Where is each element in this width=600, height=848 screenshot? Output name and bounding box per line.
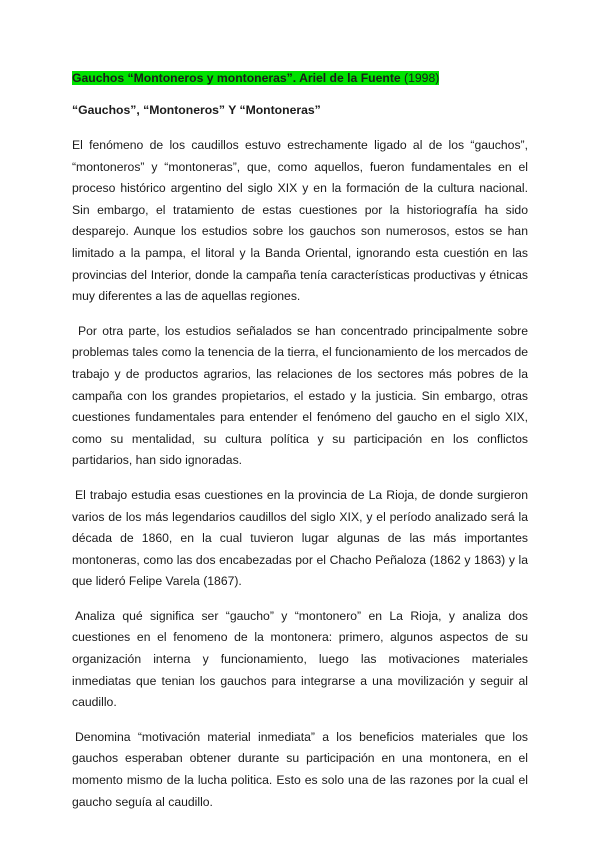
document-subtitle: “Gauchos”, “Montoneros” Y “Montoneras” (72, 103, 321, 117)
paragraph-1: El fenómeno de los caudillos estuvo estrechamente ligado al de los “gauchos”, “montoneros” y “montoneras”, que, como aquellos, fueron fundamentales en el proceso histórico argentino del siglo XIX y en la formación de la cultura nacional. Sin embargo, el tratamiento de estas cuestiones por la historiografía ha sido desparejo. Aunque los estudios sobre los gauchos son numerosos, estos se han limitado a la pampa, el litoral y la Banda Oriental, ignorando esta cuestión en las provincias del Interior, donde la campaña tenía características productivas y étnicas muy diferentes a las de aquellas regiones. (72, 138, 528, 304)
paragraph-2: Por otra parte, los estudios señalados se han concentrado principalmente sobre problemas tales como la tenencia de la tierra, el funcionamiento de los mercados de trabajo y de productos agrarios, las relaciones de los sectores más pobres de la campaña con los grandes propietarios, el estado y la justicia. Sin embargo, otras cuestiones fundamentales para entender el fenómeno del gaucho en el siglo XIX, como su mentalidad, su cultura política y su participación en los conflictos partidarios, han sido ignoradas. (72, 323, 528, 468)
document-page (72, 70, 528, 826)
paragraph-4: Analiza qué significa ser “gaucho” y “montonero” en La Rioja, y analiza dos cuestiones en el fenomeno de la montonera: primero, algunos aspectos de su organización interna y funcionamiento, luego las motivaciones materiales inmediatas que tenian los gauchos para integrarse a una movilización y seguir al caudillo. (72, 608, 528, 710)
document-title (72, 70, 528, 87)
title-highlight (72, 71, 439, 85)
title-year: (1998) (400, 71, 440, 85)
title-text: Gauchos “Montoneros y montoneras”. Ariel de la Fuente (72, 71, 401, 85)
paragraph-5: Denomina “motivación material inmediata” a los beneficios materiales que los gauchos esperaban obtener durante su participación en una montonera, en el momento mismo de la lucha politica. Esto es solo una de las razones por la cual el gaucho seguía al caudillo. (72, 729, 528, 809)
paragraph-3: El trabajo estudia esas cuestiones en la provincia de La Rioja, de donde surgieron varios de los más legendarios caudillos del siglo XIX, y el período analizado será la década de 1860, en la cual tuvieron lugar algunas de las más importantes montoneras, como las dos encabezadas por el Chacho Peñaloza (1862 y 1863) y la que lideró Felipe Varela (1867). (72, 487, 528, 589)
